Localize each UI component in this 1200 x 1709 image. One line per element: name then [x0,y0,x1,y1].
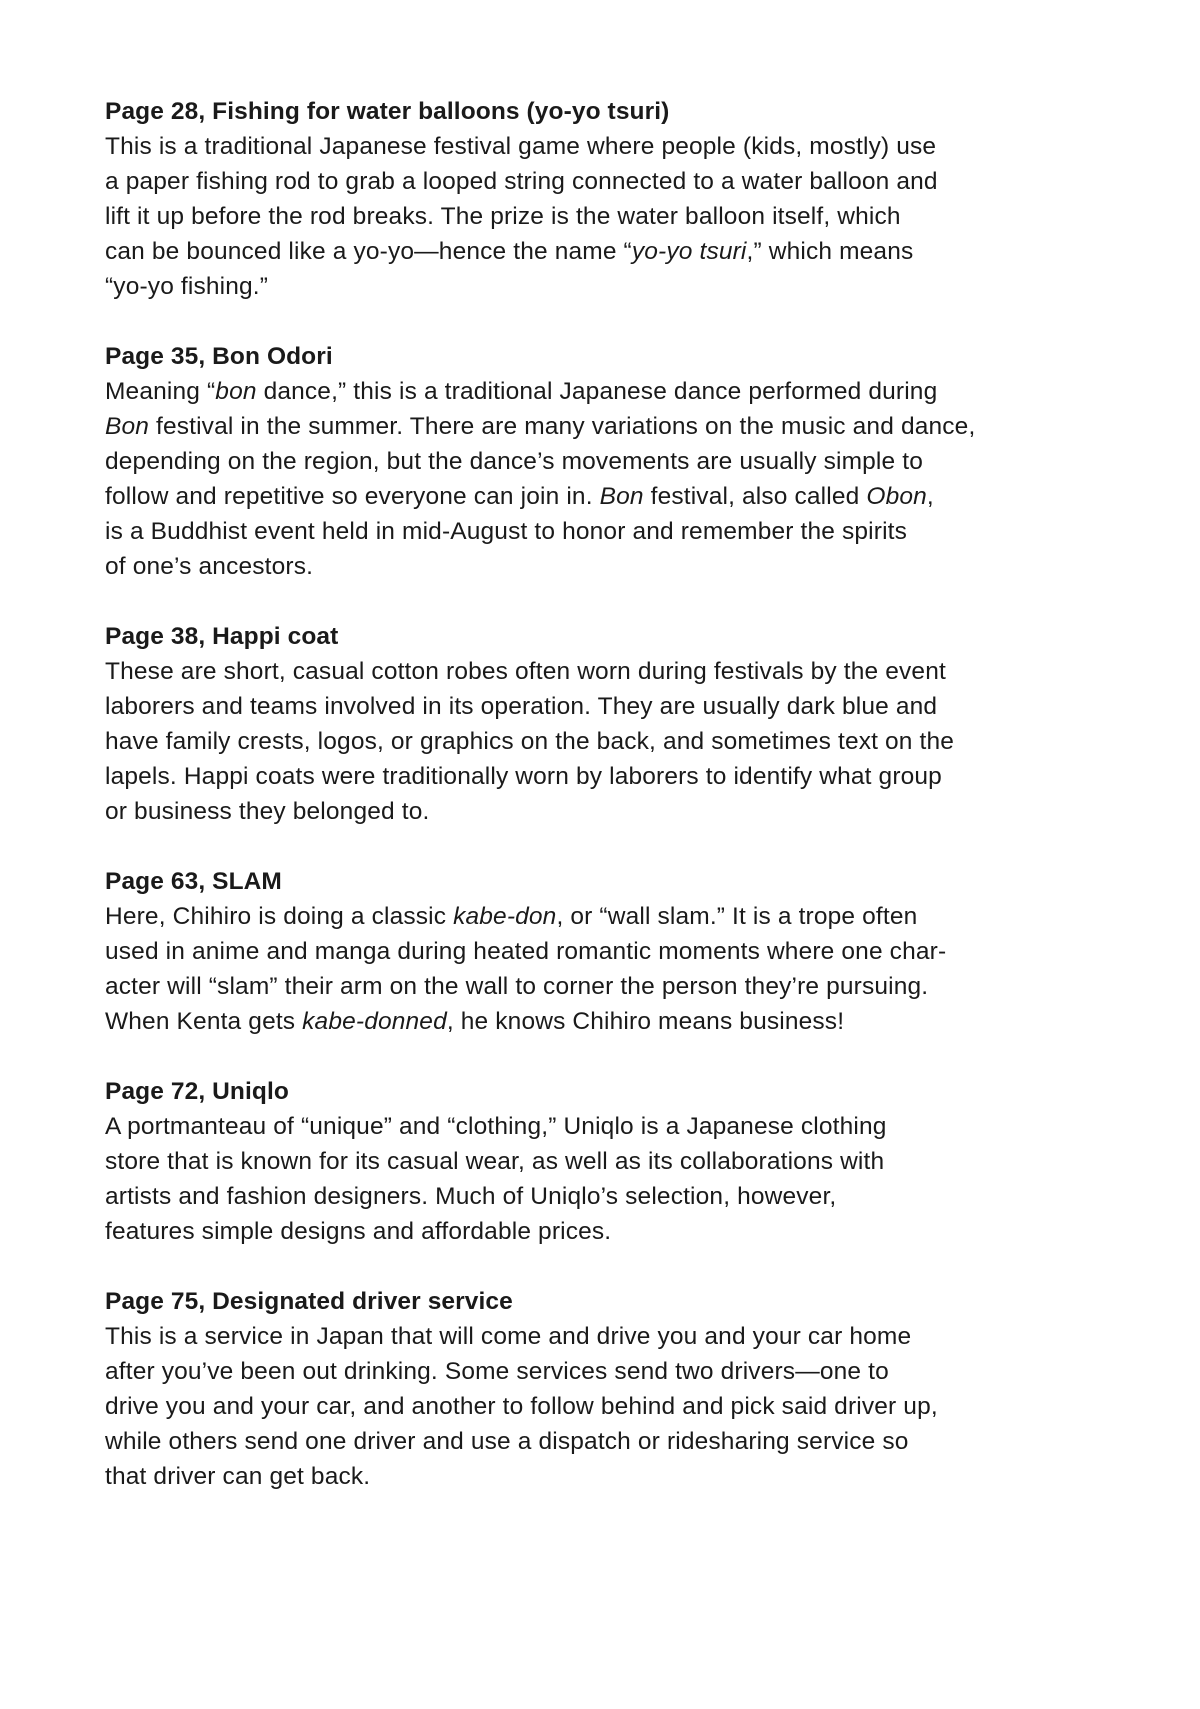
body-text: used in anime and manga during heated romantic moments where one char- [105,938,947,965]
body-text: , or “wall slam.” It is a trope often [556,903,918,930]
italic-term: yo-yo tsuri [631,238,747,265]
body-text: store that is known for its casual wear, as well as its collaborations with [105,1148,885,1175]
entry-title: Page 75, Designated driver service [105,1288,513,1315]
body-line [105,654,1145,689]
body-line [105,1179,1145,1214]
entry-title: Page 28, Fishing for water balloons (yo-yo tsuri) [105,98,670,125]
body-line [105,1354,1145,1389]
body-line [105,269,1145,304]
body-text: lift it up before the rod breaks. The prize is the water balloon itself, which [105,203,901,230]
body-line [105,1214,1145,1249]
body-text: laborers and teams involved in its operation. They are usually dark blue and [105,693,938,720]
body-text: This is a traditional Japanese festival game where people (kids, mostly) use [105,133,937,160]
body-line [105,444,1145,479]
body-text: ,” which means [746,238,914,265]
body-text: When Kenta gets [105,1008,303,1035]
body-text: This is a service in Japan that will come and drive you and your car home [105,1323,912,1350]
body-line [105,1109,1145,1144]
entry-title: Page 35, Bon Odori [105,343,333,370]
body-text: Here, Chihiro is doing a classic [105,903,454,930]
entry-body [105,1109,1145,1249]
glossary-entry [105,864,1145,1039]
italic-term: Obon [866,483,927,510]
body-line [105,409,1145,444]
body-line [105,234,1145,269]
body-line [105,794,1145,829]
body-text: festival in the summer. There are many variations on the music and dance, [149,413,976,440]
body-text: after you’ve been out drinking. Some services send two drivers—one to [105,1358,889,1385]
entry-body [105,654,1145,829]
body-line [105,199,1145,234]
body-line [105,164,1145,199]
body-text: have family crests, logos, or graphics on the back, and sometimes text on the [105,728,955,755]
glossary-entry [105,339,1145,584]
body-text: , he knows Chihiro means business! [446,1008,845,1035]
body-text: while others send one driver and use a dispatch or ridesharing service so [105,1428,909,1455]
body-line [105,1424,1145,1459]
body-text: artists and fashion designers. Much of Uniqlo’s selection, however, [105,1183,837,1210]
body-line [105,899,1145,934]
body-text: of one’s ancestors. [105,553,314,580]
glossary-entry [105,619,1145,829]
body-text: that driver can get back. [105,1463,371,1490]
body-line [105,479,1145,514]
body-text: These are short, casual cotton robes often worn during festivals by the event [105,658,946,685]
italic-term: kabe-donned [302,1008,447,1035]
body-text: can be bounced like a yo-yo—hence the name “ [105,238,632,265]
entry-body [105,129,1145,304]
entry-body [105,899,1145,1039]
entry-body [105,1319,1145,1494]
body-line [105,514,1145,549]
body-line [105,1004,1145,1039]
body-line [105,1319,1145,1354]
body-text: follow and repetitive so everyone can join in. [105,483,600,510]
italic-term: kabe-don [453,903,557,930]
body-line [105,689,1145,724]
body-line [105,549,1145,584]
glossary-entry [105,94,1145,304]
italic-term: Bon [599,483,644,510]
body-text: Meaning “ [105,378,216,405]
entry-title: Page 38, Happi coat [105,623,339,650]
body-text: A portmanteau of “unique” and “clothing,” Uniqlo is a Japanese clothing [105,1113,887,1140]
body-text: a paper fishing rod to grab a looped string connected to a water balloon and [105,168,938,195]
italic-term: Bon [105,413,150,440]
body-text: features simple designs and affordable prices. [105,1218,612,1245]
body-line [105,759,1145,794]
body-line [105,969,1145,1004]
glossary-page [105,94,1145,1529]
body-text: dance,” this is a traditional Japanese dance performed during [256,378,938,405]
italic-term: bon [215,378,257,405]
body-text: acter will “slam” their arm on the wall to corner the person they’re pursuing. [105,973,929,1000]
body-text: lapels. Happi coats were traditionally worn by laborers to identify what group [105,763,942,790]
body-text: drive you and your car, and another to follow behind and pick said driver up, [105,1393,938,1420]
body-text: “yo-yo fishing.” [105,273,269,300]
body-line [105,1389,1145,1424]
body-text: or business they belonged to. [105,798,430,825]
glossary-entry [105,1284,1145,1494]
entry-title: Page 63, SLAM [105,868,282,895]
glossary-entry [105,1074,1145,1249]
body-line [105,1459,1145,1494]
body-text: festival, also called [643,483,867,510]
body-line [105,934,1145,969]
entry-body [105,374,1145,584]
body-text: depending on the region, but the dance’s movements are usually simple to [105,448,923,475]
body-line [105,724,1145,759]
body-text: , [926,483,934,510]
body-line [105,374,1145,409]
body-line [105,1144,1145,1179]
body-line [105,129,1145,164]
entry-title: Page 72, Uniqlo [105,1078,289,1105]
body-text: is a Buddhist event held in mid-August to honor and remember the spirits [105,518,908,545]
